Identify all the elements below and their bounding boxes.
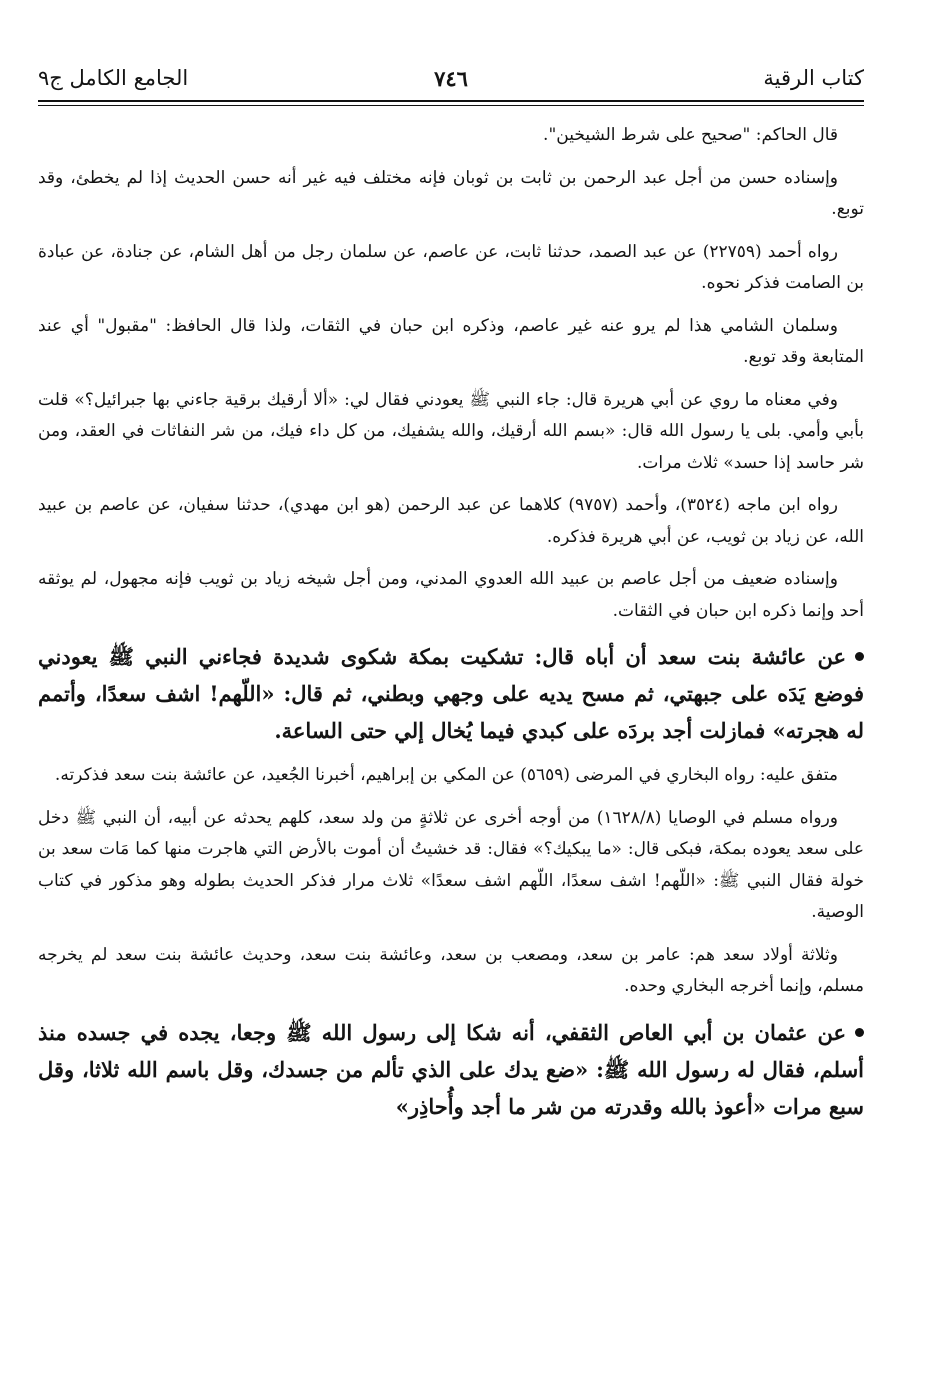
paragraph-text: ورواه مسلم في الوصايا (١٦٢٨/٨) من أوجه أخرى عن ثلاثةٍ من ولد سعد، كلهم يحدثه عن أبيه، أن النبي ﷺ دخل على سعد يعوده بمكة، فبكى قال: «ما يبكيك؟» فقال: قد خشيتُ أن أموت بالأرض التي هاجرت منها كما مَات سعد بن خولة فقال النبي ﷺ: «اللّهم! اشف سعدًا، اللّهم اشف سعدًا» ثلاث مرار فذكر الحديث بطوله وهو مذكور في كتاب الوصية.	[38, 807, 864, 922]
hadith-text: عن عائشة بنت سعد أن أباه قال: تشكيت بمكة شكوى شديدة فجاءني النبي ﷺ يعودني فوضع يَدَه على جبهتي، ثم مسح يديه على وجهي وبطني، ثم قال: «اللّهم! اشف سعدًا، وأتمم له هجرته» فمازلت أجد بردَه على كبدي فيما يُخال إلي حتى الساعة.	[38, 644, 864, 743]
book-title: كتاب الرقية	[763, 66, 864, 90]
paragraph-text: رواه ابن ماجه (٣٥٢٤)، وأحمد (٩٧٥٧) كلاهما عن عبد الرحمن (هو ابن مهدي)، حدثنا سفيان، عن عاصم بن عبيد الله، عن زياد بن ثويب، عن أبي هريرة فذكره.	[38, 495, 864, 547]
paragraph-hakim-grading	[38, 120, 864, 152]
page-body	[38, 120, 864, 1125]
paragraph-sons-of-saad	[38, 940, 864, 1003]
paragraph-abu-hurayra-narration	[38, 385, 864, 480]
series-title: الجامع الكامل ج٩	[38, 66, 189, 90]
paragraph-text: قال الحاكم: "صحيح على شرط الشيخين".	[543, 125, 838, 145]
paragraph-isnad-assessment	[38, 163, 864, 226]
paragraph-salman-note	[38, 311, 864, 374]
bullet-marker	[855, 1028, 864, 1037]
page-number: ٧٤٦	[434, 66, 468, 91]
paragraph-muttafaq-alayh	[38, 760, 864, 792]
paragraph-muslim-narration	[38, 803, 864, 929]
header-rule-thin	[38, 105, 864, 106]
hadith-text: عن عثمان بن أبي العاص الثقفي، أنه شكا إلى رسول الله ﷺ وجعا، يجده في جسده منذ أسلم، فقال له رسول الله ﷺ: «ضع يدك على الذي تألم من جسدك، وقل باسم الله ثلاثا، وقل سبع مرات «أعوذ بالله وقدرته من شر ما أجد وأُحاذِر»	[38, 1019, 864, 1119]
paragraph-text: وفي معناه ما روي عن أبي هريرة قال: جاء النبي ﷺ يعودني فقال لي: «ألا أرقيك برقية جاءني بها جبرائيل؟» قلت بأبي وأمي. بلى يا رسول الله قال: «بسم الله أرقيك، والله يشفيك، من كل داء فيك، من شر النفاثات في العقد، ومن شر حاسد إذا حسد» ثلاث مرات.	[38, 389, 864, 473]
paragraph-weak-isnad	[38, 564, 864, 627]
paragraph-ahmad-narration	[38, 237, 864, 300]
bullet-marker	[855, 652, 864, 661]
paragraph-text: وإسناده ضعيف من أجل عاصم بن عبيد الله العدوي المدني، ومن أجل شيخه زياد بن ثويب فإنه مجهول، لم يوثقه أحد وإنما ذكره ابن حبان في الثقات.	[38, 569, 864, 621]
paragraph-text: متفق عليه: رواه البخاري في المرضى (٥٦٥٩) عن المكي بن إبراهيم، أخبرنا الجُعيد، عن عائشة بنت سعد فذكرته.	[54, 765, 838, 785]
running-header	[38, 62, 864, 98]
paragraph-text: وثلاثة أولاد سعد هم: عامر بن سعد، ومصعب بن سعد، وعائشة بنت سعد، وحديث عائشة بنت سعد لم يخرجه مسلم، وإنما أخرجه البخاري وحده.	[38, 944, 864, 996]
paragraph-text: رواه أحمد (٢٢٧٥٩) عن عبد الصمد، حدثنا ثابت، عن عاصم، عن سلمان رجل من أهل الشام، عن جنادة، عن عبادة بن الصامت فذكر نحوه.	[38, 241, 864, 293]
paragraph-text: وإسناده حسن من أجل عبد الرحمن بن ثابت بن ثوبان فإنه مختلف فيه غير أنه حسن الحديث إذا لم يخطئ، وقد توبع.	[38, 167, 864, 219]
header-rule-thick	[38, 100, 864, 102]
hadith-aisha-bint-saad	[38, 638, 864, 749]
book-page	[38, 62, 864, 1136]
paragraph-ibn-majah-source	[38, 490, 864, 553]
hadith-uthman-ibn-abi-al-as	[38, 1014, 864, 1125]
paragraph-text: وسلمان الشامي هذا لم يرو عنه غير عاصم، وذكره ابن حبان في الثقات، ولذا قال الحافظ: "مقبول" أي عند المتابعة وقد توبع.	[38, 315, 864, 367]
